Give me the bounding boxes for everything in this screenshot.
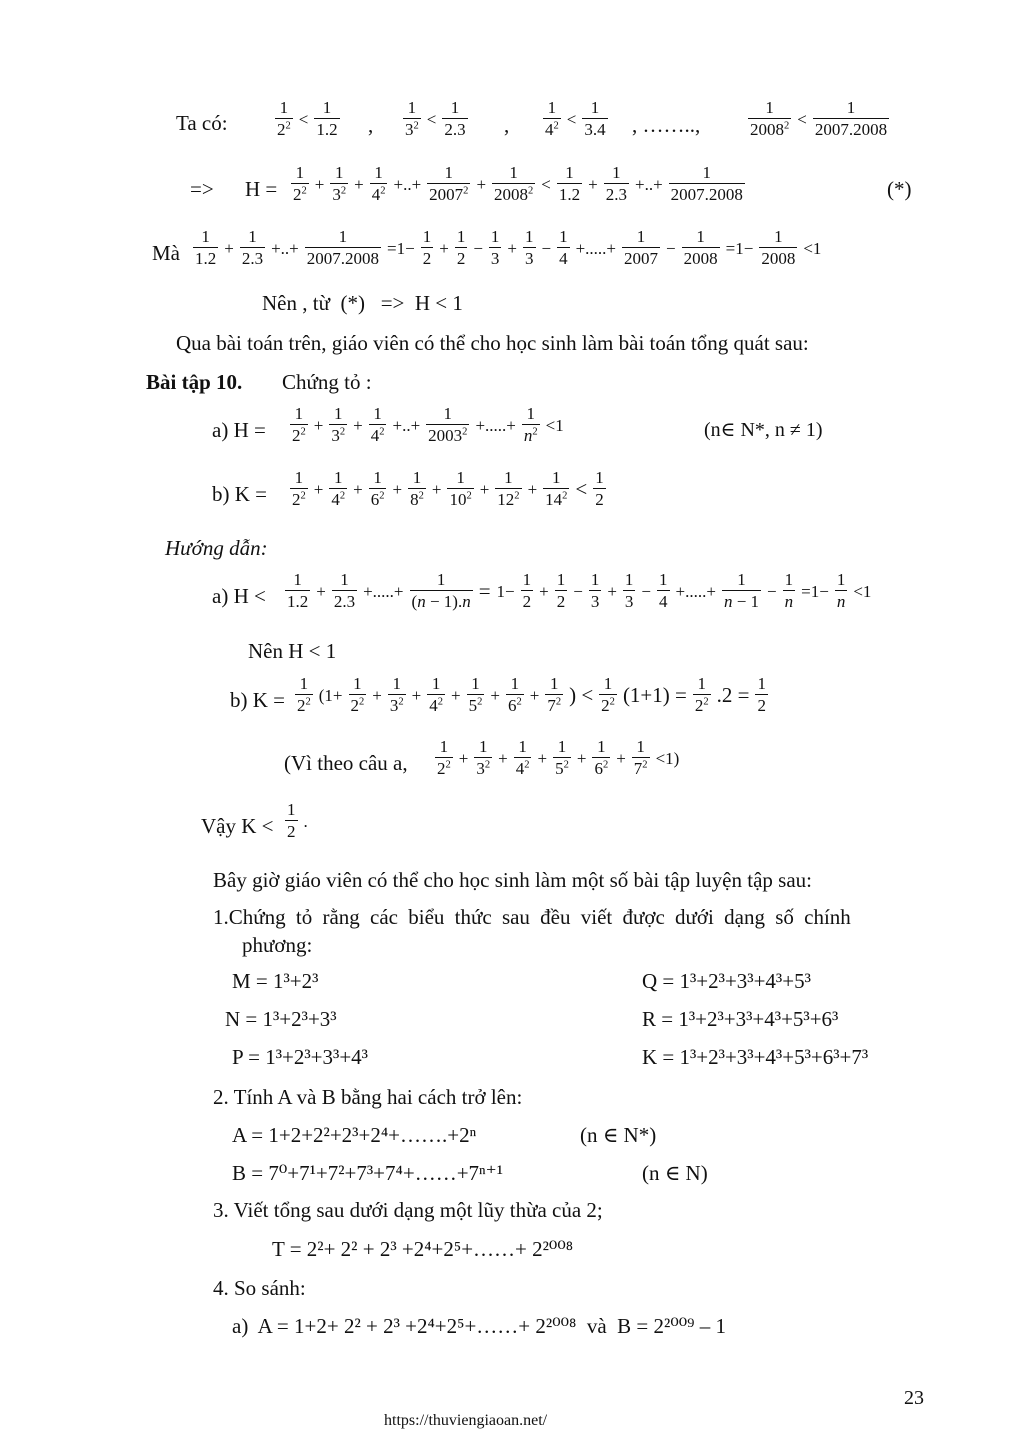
part-b-label: b) K = bbox=[212, 482, 268, 506]
telescoping-sum-expression: 1 1.2 + $\frac{1}{2.3}$ +..+ $\frac{1}{2007.2008}$ =1− $\frac{1}{2}$ + $\frac{1}{2}$ − $\frac{1}{3}$ + $\frac{1}{3}$ − $\frac{1}{4}$ +.....+ $\frac{1}{2007}$ − $\frac{1}{2008}$ =1− $\frac{1}{2008}$ <1 bbox=[195, 227, 822, 268]
expr-n: N = 1³+2³+3³ bbox=[225, 1007, 337, 1031]
expr-a-condition: (n ∈ N*) bbox=[580, 1123, 657, 1147]
part-a-expression: 1 $2^2$ + $\frac{1}{3^2}$ + $\frac{1}{4^2}$ +..+ $\frac{1}{2003^2}$ +.....+ $\frac{1}{n^2}$ <1 bbox=[292, 404, 564, 445]
practice-4: 4. So sánh: bbox=[213, 1276, 306, 1300]
page-number: 23 bbox=[904, 1387, 924, 1409]
guide-a-label: a) H < bbox=[212, 584, 266, 608]
h-sum-bound-expression: 1 $2^2$ + $\frac{1}{3^2}$ + $\frac{1}{4^2}$ +..+ $\frac{1}{2007^2}$ + $\frac{1}{2008^2}$ < 1 1.2 + $\frac{1}{2.3}$ +..+ $\frac{1}{2007.2008}$ bbox=[293, 163, 743, 204]
expr-k: K = 1³+2³+3³+4³+5³+6³+7³ bbox=[642, 1045, 869, 1069]
footer-url-link[interactable]: https://thuviengiaoan.net/ bbox=[384, 1412, 548, 1429]
practice-1-line-2: phương: bbox=[242, 933, 313, 957]
inequality-1-over-2008-squared: 1 2008$^2$ < 1 2007.2008 bbox=[750, 98, 888, 139]
expr-r: R = 1³+2³+3³+4³+5³+6³ bbox=[642, 1007, 839, 1031]
expr-t: T = 2²+ 2² + 2³ +2⁴+2⁵+……+ 2²⁰⁰⁸ bbox=[272, 1237, 574, 1261]
implies-arrow: => bbox=[190, 177, 214, 201]
therefore-h-less-1-guide: Nên H < 1 bbox=[248, 639, 337, 663]
conclusion-k-label: Vậy K < bbox=[201, 814, 274, 838]
exercise-10-prompt: Chứng tỏ : bbox=[282, 370, 372, 394]
inequality-1-over-4-squared: 1 $4^2$ < 1 3.4 bbox=[545, 98, 606, 139]
expr-q: Q = 1³+2³+3³+4³+5³ bbox=[642, 969, 811, 993]
part-a-condition: (n∈ N*, n ≠ 1) bbox=[704, 419, 823, 441]
part-b-expression: 1 $2^2$ + $\frac{1}{4^2}$ + $\frac{1}{6^2}$ + $\frac{1}{8^2}$ + $\frac{1}{10^2}$ + $\frac{1}{12^2}$ + $\frac{1}{14^2}$ < 1 2 bbox=[292, 468, 604, 509]
star-marker: (*) bbox=[887, 177, 912, 201]
guide-a-expression: 1 1.2 + $\frac{1}{2.3}$ +.....+ $\frac{1}{(n - 1).n}$ = 1− $\frac{1}{2}$ + $\frac{1}{2}$ − $\frac{1}{3}$ + $\frac{1}{3}$ − $\frac{1}{4}$ +.....+ $\frac{1}{n - 1}$ − $\frac{1}{n}$ =1− $\frac{1}{n}$ <1 bbox=[287, 570, 872, 611]
guide-heading: Hướng dẫn: bbox=[165, 536, 268, 560]
expr-b: B = 7⁰+7¹+7²+7³+7⁴+……+7ⁿ⁺¹ bbox=[232, 1161, 504, 1185]
expr-m: M = 1³+2³ bbox=[232, 969, 319, 993]
practice-1-line-1: 1.Chứng tỏ rằng các biểu thức sau đều viết được dưới dạng số chính bbox=[213, 905, 851, 929]
therefore-h-less-1: Nên , từ (*) => H < 1 bbox=[262, 291, 463, 315]
conclusion-k-fraction: 1 2 . bbox=[287, 800, 308, 841]
transition-paragraph: Qua bài toán trên, giáo viên có thể cho học sinh làm bài toán tổng quát sau: bbox=[176, 331, 809, 355]
practice-3: 3. Viết tổng sau dưới dạng một lũy thừa của 2; bbox=[213, 1198, 603, 1222]
because-part-a-label: (Vì theo câu a, bbox=[284, 751, 408, 775]
inequality-1-over-3-squared: 1 $3^2$ < 1 2.3 bbox=[405, 98, 466, 139]
practice-4a: a) A = 1+2+ 2² + 2³ +2⁴+2⁵+……+ 2²⁰⁰⁸ và B = 2²⁰⁰⁹ – 1 bbox=[232, 1314, 726, 1338]
expr-p: P = 1³+2³+3³+4³ bbox=[232, 1045, 368, 1069]
ma-label: Mà bbox=[152, 241, 180, 265]
h-equals-label: H = bbox=[245, 177, 278, 201]
inequality-1-over-2-squared: 1 $2^2$ < 1 1.2 bbox=[277, 98, 338, 139]
part-a-label: a) H = bbox=[212, 418, 266, 442]
exercise-10-title: Bài tập 10. bbox=[146, 370, 243, 394]
guide-b-label: b) K = bbox=[230, 688, 286, 712]
practice-intro: Bây giờ giáo viên có thể cho học sinh làm một số bài tập luyện tập sau: bbox=[213, 868, 812, 892]
expr-a: A = 1+2+2²+2³+2⁴+…….+2ⁿ bbox=[232, 1123, 477, 1147]
ta-co-label: Ta có: bbox=[176, 111, 228, 135]
guide-b-expression: 1 $2^2$ (1+ $\frac{1}{2^2}$ + $\frac{1}{3^2}$ + $\frac{1}{4^2}$ + $\frac{1}{5^2}$ + $\frac{1}{6^2}$ + $\frac{1}{7^2}$ ) < 1 $2^2$ (1+1) = $\frac{1}{2^2}$ .2 = $\frac{1}{2}$ bbox=[297, 674, 766, 715]
ellipsis-comma: , …….., bbox=[632, 113, 701, 137]
practice-2: 2. Tính A và B bằng hai cách trở lên: bbox=[213, 1085, 523, 1109]
comma-1: , bbox=[368, 113, 374, 137]
expr-b-condition: (n ∈ N) bbox=[642, 1161, 708, 1185]
because-part-a-expression: 1 $2^2$ + $\frac{1}{3^2}$ + $\frac{1}{4^2}$ + $\frac{1}{5^2}$ + $\frac{1}{6^2}$ + $\frac{1}{7^2}$ <1) bbox=[437, 737, 680, 778]
comma-2: , bbox=[504, 113, 510, 137]
